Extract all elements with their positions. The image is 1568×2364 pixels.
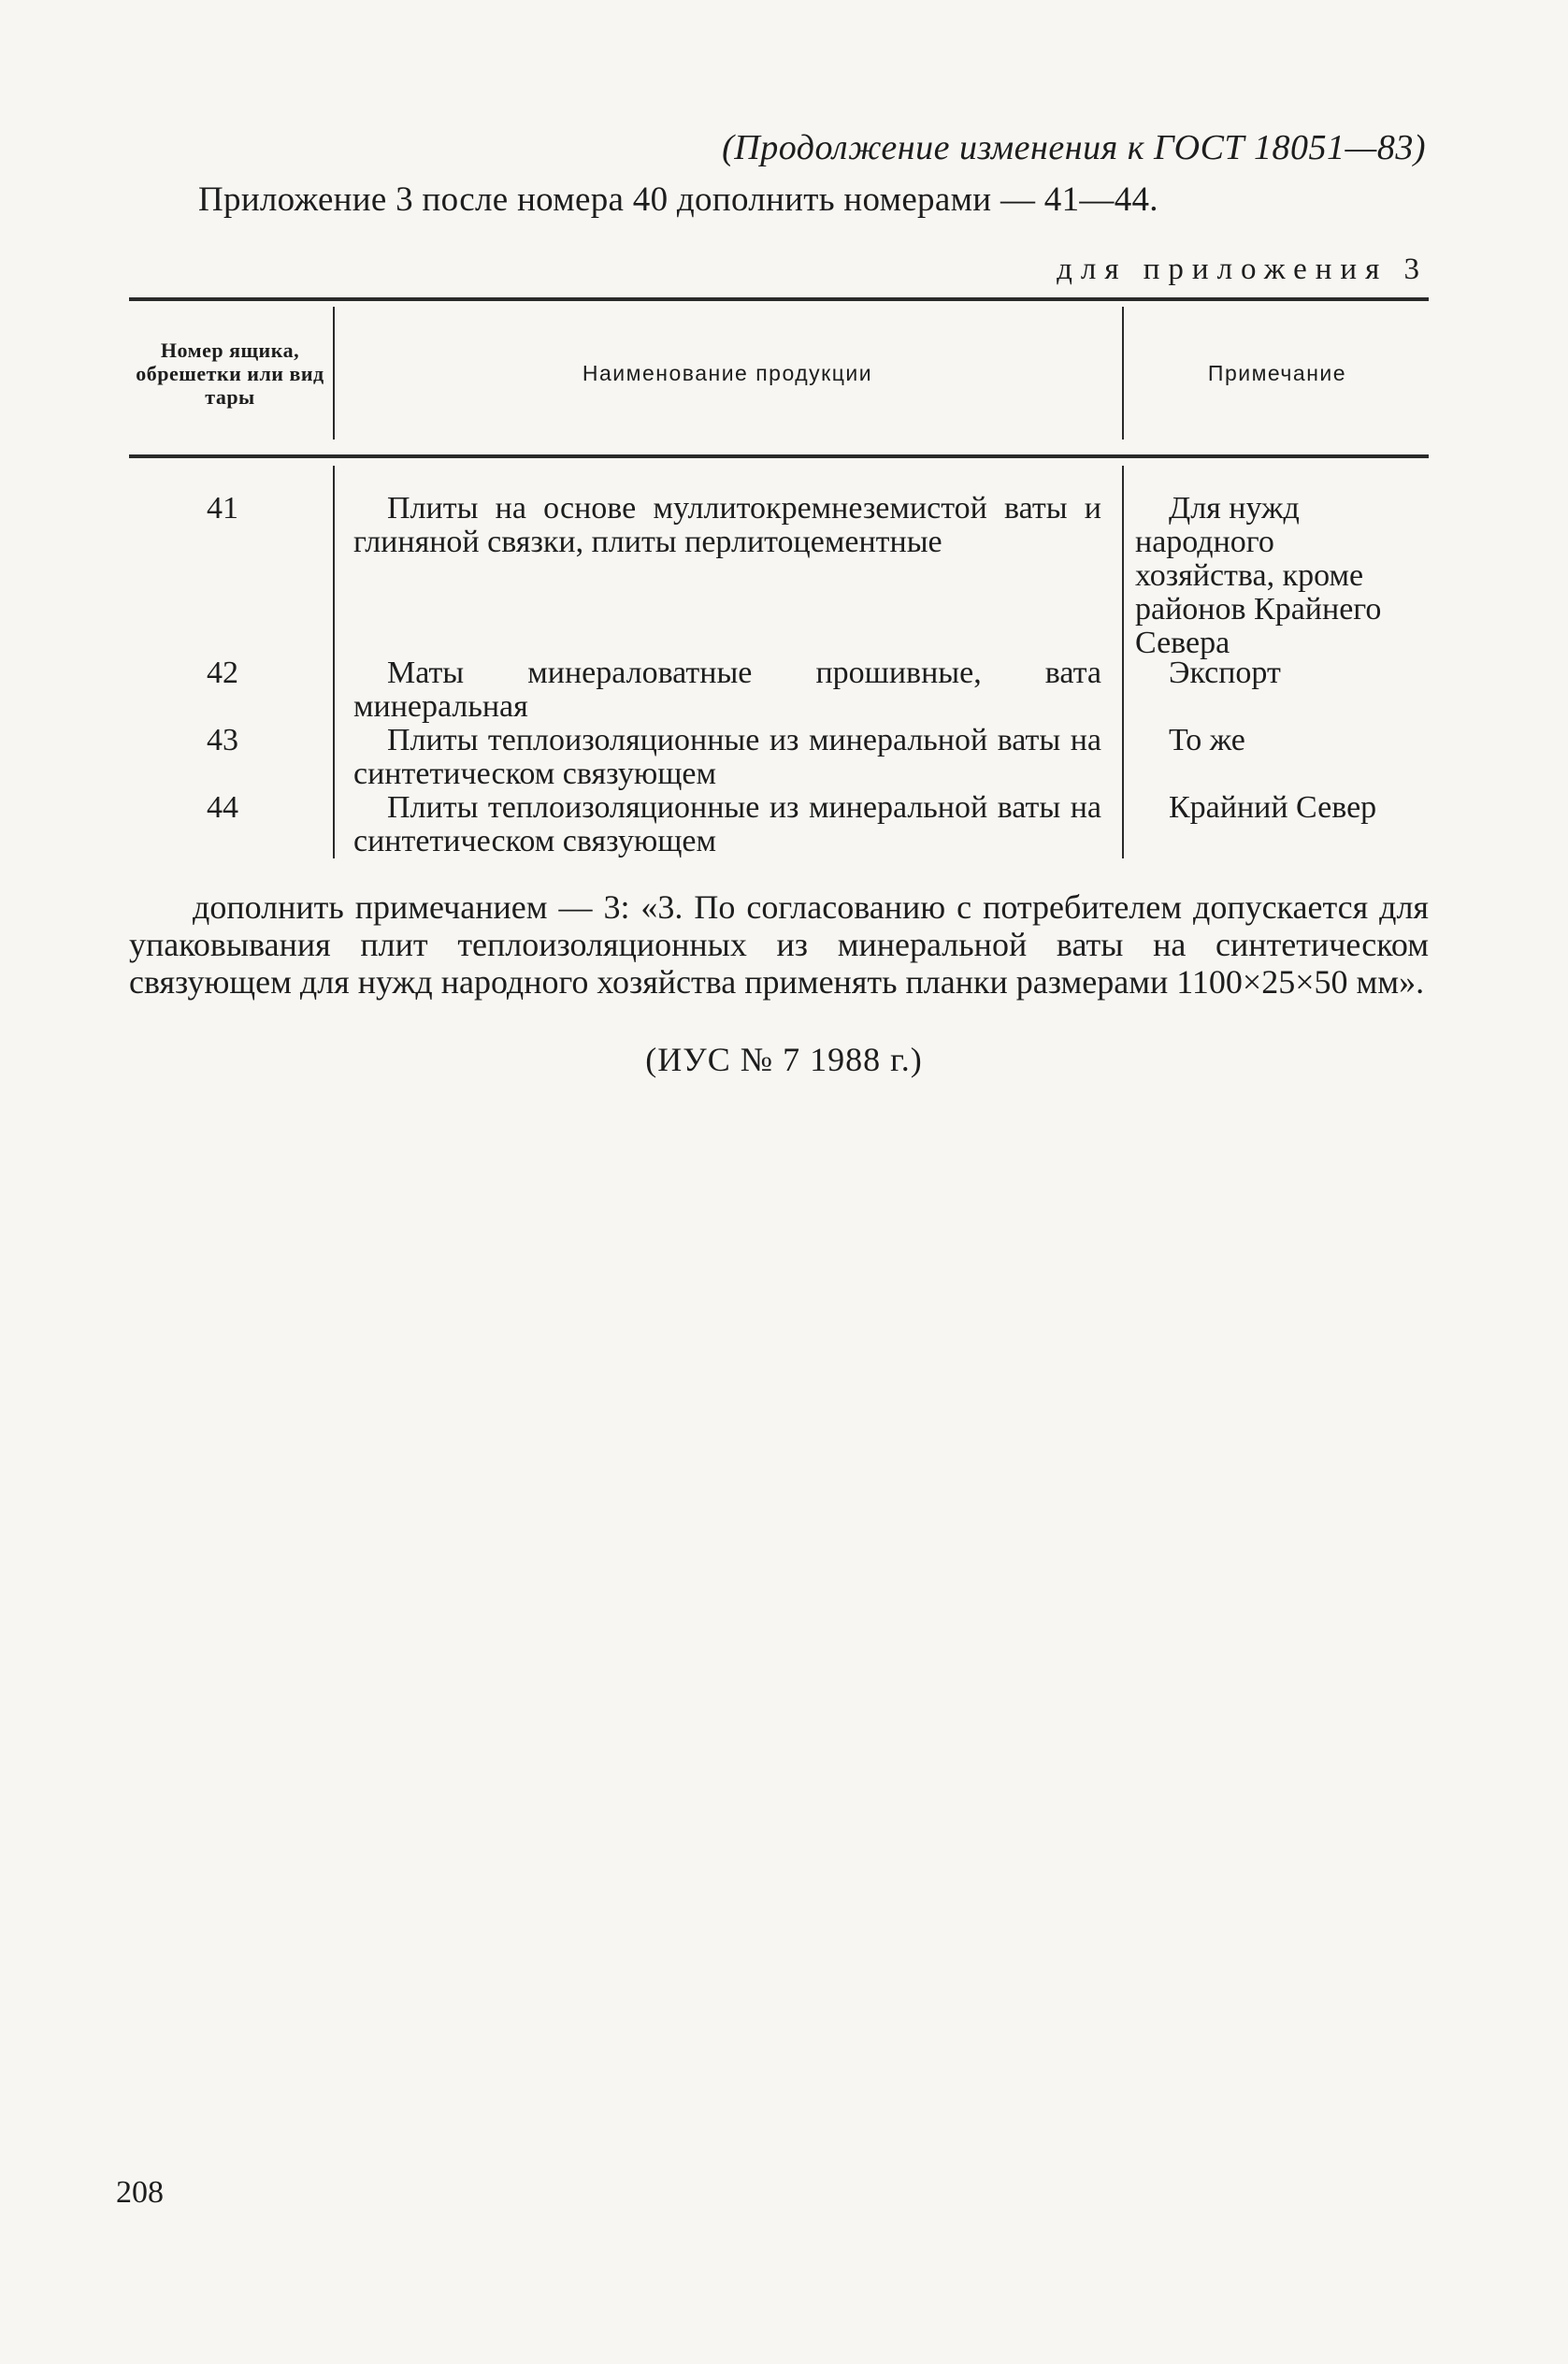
table-top-rule <box>129 297 1429 301</box>
source-reference: (ИУС № 7 1988 г.) <box>645 1041 923 1078</box>
page-number: 208 <box>116 2175 164 2210</box>
column-header-product-label: Наименование продукции <box>582 360 873 385</box>
intro-line: Приложение 3 после номера 40 дополнить номерами — 41—44. <box>198 180 1158 219</box>
row-note: Крайний Север <box>1169 790 1377 825</box>
column-header-number-label: Номер ящика, обрешетки или вид тары <box>136 338 324 409</box>
row-number: 42 <box>207 656 238 690</box>
row-note: То же <box>1169 723 1245 757</box>
row-number: 44 <box>207 790 238 825</box>
column-divider <box>1122 307 1124 440</box>
row-product-name: Маты минераловатные прошивные, вата минеральная <box>353 656 1101 724</box>
row-product-name: Плиты на основе муллитокремнеземистой ваты и глиняной связки, плиты перлитоцементные <box>353 491 1101 559</box>
column-header-product <box>337 307 1118 440</box>
row-number: 41 <box>207 491 238 526</box>
column-divider <box>1122 466 1124 858</box>
row-note: Экспорт <box>1169 656 1281 690</box>
continuation-header: (Продолжение изменения к ГОСТ 18051—83) <box>722 128 1426 167</box>
row-product-name: Плиты теплоизоляционные из минеральной ваты на синтетическом связующем <box>353 723 1101 791</box>
row-product-name: Плиты теплоизоляционные из минеральной ваты на синтетическом связующем <box>353 790 1101 858</box>
column-header-number <box>129 307 331 440</box>
row-number: 43 <box>207 723 238 757</box>
appendix-caption: для приложения 3 <box>1057 252 1428 286</box>
packaging-table <box>129 297 1429 858</box>
column-header-note-label: Примечание <box>1207 360 1347 385</box>
column-divider <box>333 466 335 858</box>
column-header-note <box>1126 307 1429 440</box>
table-header-rule <box>129 454 1429 458</box>
column-divider <box>333 307 335 440</box>
note-paragraph: дополнить примечанием — 3: «3. По согласованию с потребителем допускается для упаковывания плит теплоизоляционных из минеральной ваты на синтетическом связующем для нужд народного хозяйства применять планки размерами 1100×25×50 мм». <box>129 888 1429 1001</box>
row-note: Для нужд народного хозяйства, кроме районов Крайнего Севера <box>1135 491 1382 660</box>
